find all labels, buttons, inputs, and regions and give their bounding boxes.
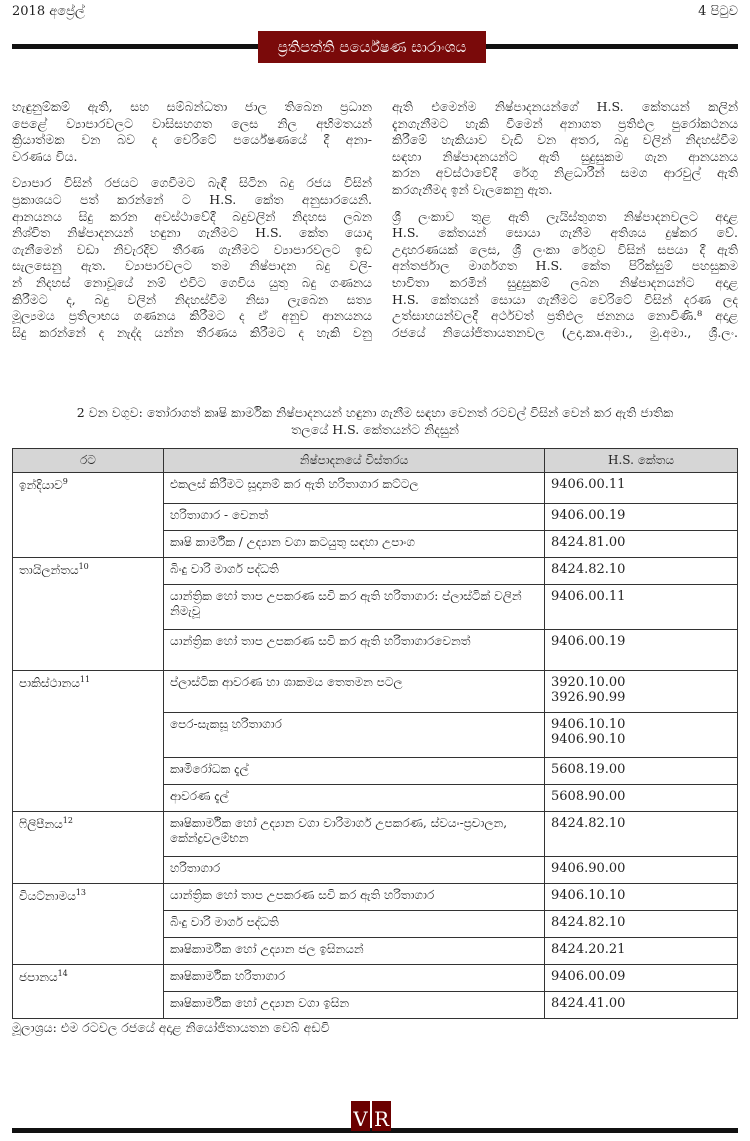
hs-code: 9406.00.11 [551,589,626,604]
hs-code: 9406.90.00 [551,861,626,876]
header-hs-code: H.S. කේතය [545,449,738,473]
hs-code-cell [545,713,738,758]
text-line: රජයේ නියෝජිතායතනවල (උදා.කෘ.අමා., මු.අමා., ශ්‍රී.ලං. [392,324,738,340]
left-column [12,99,372,351]
text-line: මූල්‍යමය ප්‍රතිලාභය ගණනය කිරීමට ද ඒ අනුව ආනයනය [12,308,372,324]
footnote-ref: 12 [62,816,73,825]
hs-code-cell [545,812,738,857]
table-row [13,884,738,911]
hs-code: 9406.00.19 [551,634,626,649]
hs-code-cell [545,585,738,630]
table-row [13,473,738,504]
text-line: ප්‍රකාශයට පත් කරන්නේ ට H.S. කේත අනුසාරයෙනි. [12,191,372,207]
caption-line: තලයේ H.S. කේතයන්ට නිදසුන් [291,422,459,437]
hs-code: 8424.20.21 [551,942,626,957]
hs-code: 3926.90.99 [551,690,626,705]
description-cell: යාන්ත්‍රික හෝ තාප උපකරණ සවි කර ඇති හරිතාගාරවෙනත් [164,630,545,671]
text-line: හැඳුනුම්කම් ඇති, සහ සම්බන්ධතා ජාල තිබෙන ප්‍රධාන [12,99,372,114]
country-name: තායිලන්තය [19,563,79,577]
description-cell: හරිතාගාර - වෙනත් [164,504,545,531]
caption-line: 2 වන වගුව: තෝරාගත් කෘෂි කාර්මික නිෂ්පාදනයන් හඳුනා ගැනීම සඳහා වෙනත් රටවල් විසින් වෙන් කර ඇති ජාතික [76,405,674,420]
hs-code-cell [545,558,738,585]
text-line: වරණය විය. [12,148,78,164]
text-line: නිශ්චිත නිෂ්පාදනයන් හඳුනා ගැනීමට H.S. කේත යොදා [12,225,372,241]
source-note: මූලාශ්‍රය: එම රටවල රජයේ අදාළ නියෝජිතායතන වෙබ් අඩවි [12,1020,330,1035]
text-line: අන්තර්ජාල මාර්ගගත H.S. කේත පිරික්සුම් පහසුකම [392,258,738,274]
verite-logo: V R [351,1101,391,1131]
text-line: ඇති එමෙන්ම නිෂ්පාදනයන්ගේ H.S. කේතයන් කලින් [392,99,738,114]
paragraph [392,209,738,342]
text-line: සඳහා නිෂ්පාදනයන්ට ඇති සුදුසුකම ගැන ආනයනය [392,148,738,164]
text-line: ශ්‍රී ලංකාව තුළ ඇති ලැයිස්තුගත නිෂ්පාදනවලට අදාළ [392,208,738,224]
hs-code: 8424.82.10 [551,562,626,577]
text-line: සැලසෙනු ඇත. ව්‍යාපාරවලට තම නිෂ්පාදන බදු වලි- [12,258,372,274]
text-line: න් නිදහස් නොවූයේ නම් එවිට ගෙවිය යුතු බදු ගණනය [12,274,372,290]
hs-code: 9406.90.10 [551,732,626,747]
country-name: ඉන්දියාව [19,478,63,492]
paragraph [12,175,372,341]
hs-code: 9406.10.10 [551,888,626,903]
hs-code: 3920.10.00 [551,675,626,690]
country-name: ජපානය [19,970,58,984]
country-name: වියට්නාමය [19,889,76,903]
country-cell [13,671,164,812]
description-cell: බිංදු වාරි මාර්ග පද්ධති [164,558,545,585]
text-line: කරගැනීමද ඉන් වැලකෙනු ඇත. [392,181,553,197]
hs-code-cell [545,531,738,558]
hs-code-cell [545,630,738,671]
footnote-ref: 11 [79,675,91,684]
description-cell: කෘමිරෝධක දැල් [164,758,545,785]
section-title: ප්‍රතිපත්ති පර්යේෂණ සාරාංශය [258,31,486,63]
text-line: ක්‍රියාත්මක වන බව ද වෙරිටේ පර්යේෂණයේ දී අනා- [12,132,372,148]
hs-code-cell [545,884,738,911]
text-line: භාවිතා කරමින් සුදුසුකම් ලබන නිෂ්පාදනයන්ට අදාළ [392,274,738,290]
hs-code: 9406.00.11 [551,477,626,492]
text-line: ආනයනය සිදු කරන අවස්ථාවේදී බදුවලින් නිදහස ලබන [12,208,372,224]
text-line: කරන අවස්ථාවේදී රේගු නිළධාරීන් සමග ආරවුල් ඇති [392,165,738,181]
footnote-ref: 13 [75,888,87,897]
hs-code-table [12,448,738,1019]
description-cell: හරිතාගාර [164,857,545,884]
header-country: රට [13,449,164,473]
text-line: පෙළේ ව්‍යාපාරවලට වාසිසහගත ලෙස නිල අභිමතයන් [12,115,372,131]
text-line: කිරීමේ හැකියාව වැඩි වන අතර, බදු වලින් නිදහස්වීම [392,132,738,148]
description-cell: කෘෂිකාර්මික හරිතාගාර [164,965,545,992]
description-cell: කෘෂිකාර්මික හෝ උද්‍යාන වගා ඉසින [164,992,545,1019]
text-line: ගැනීමෙන් වඩා නිවැරදිව තීරණ ගැනීමට ව්‍යාපාරවලට ඉඩ [12,241,372,257]
hs-code-cell [545,758,738,785]
table-row [13,558,738,585]
issue-date: 2018 අප්‍රේල් [12,4,85,19]
hs-code-cell [545,911,738,938]
hs-code: 8424.81.00 [551,535,626,550]
description-cell: ප්ලාස්ටික ආවරණ හා ශාකමය තෙතමන පටල [164,671,545,713]
country-cell [13,558,164,671]
text-line: H.S. කේතයන් සොයා ගැනීම අතිශය දුෂ්කර වේ. [392,225,738,241]
footnote-ref: 9 [62,477,68,486]
hs-code: 9406.00.09 [551,969,626,984]
text-line: කිරීමට ද, බදු වලින් නිදහස්වීම නිසා ලැබෙන සත්‍ය [12,291,372,307]
hs-code-cell [545,671,738,713]
hs-code: 9406.00.19 [551,508,626,523]
country-name: පාකිස්ථානය [19,676,80,690]
country-cell [13,812,164,884]
description-cell: බිංදු වාරි මාර්ග පද්ධති [164,911,545,938]
description-cell: ආවරණ දැල් [164,785,545,812]
text-line: දැනගැනීමට හැකි වීමෙන් අනාගත ප්‍රතිඵල පුරෝකථනය [392,115,738,131]
text-line: ව්‍යාපාර විසින් රජයට ගෙවීමට බැඳී සිටින බදු රජය විසින් [12,175,372,191]
table-row [13,671,738,713]
hs-code-cell [545,504,738,531]
hs-code-cell [545,857,738,884]
right-column [392,99,738,351]
table-row [13,965,738,992]
description-cell: කෘෂි කාර්මික / උද්‍යාන වගා කටයුතු සඳහා උපාංග [164,531,545,558]
table-row [13,812,738,857]
description-cell: කෘෂිකාර්මික හෝ උද්‍යාන ජල ඉසිනයන් [164,938,545,965]
hs-code: 8424.82.10 [551,915,626,930]
text-line: H.S. කේතයන් සොයා ගැනීමට වෙරිටේ විසින් දරණ ලද [392,291,738,307]
hs-code: 5608.19.00 [551,762,626,777]
text-line: උත්සාහයන්වලදී අර්ථවත් ප්‍රතිඵල ජනනය නොවිණි.⁸ අදාළ [392,308,738,324]
paragraph [12,99,372,165]
description-cell: යාන්ත්‍රික හෝ තාප උපකරණ සවි කර ඇති හරිතාගාර: ප්ලාස්ටික් වලින් නිමැවූ [164,585,545,630]
hs-code-cell [545,473,738,504]
page-number: 4 පිටුව [698,4,738,19]
hs-code: 8424.82.10 [551,816,626,831]
country-name: ෆිලිපීනය [19,817,63,831]
description-cell: යාන්ත්‍රික හෝ තාප උපකරණ සවි කර ඇති හරිතාගාර [164,884,545,911]
country-cell [13,965,164,1019]
text-line: සිදු කරන්නේ ද නැද්ද යන්න තීරණය කිරීමට ද හැකි වනු [12,324,372,340]
footnote-ref: 14 [57,969,68,978]
hs-code-cell [545,965,738,992]
hs-code: 5608.90.00 [551,789,626,804]
description-cell: කෘෂිකාර්මික හෝ උද්‍යාන වගා වාරිමාර්ග උපකරණ, ස්වයං-ප්‍රචාලන, කේන්ද්‍රවලම්භන [164,812,545,857]
hs-code: 9406.10.10 [551,717,626,732]
header-description: නිෂ්පාදනයේ විස්තරය [164,449,545,473]
country-cell [13,473,164,558]
footnote-ref: 10 [78,562,89,571]
hs-code-cell [545,938,738,965]
hs-code: 8424.41.00 [551,996,626,1011]
description-cell: එකලස් කිරීමට සූදානම් කර ඇති හරිතාගාර කට්ටල [164,473,545,504]
paragraph [392,99,738,199]
description-cell: පෙර-සැකසූ හරිතාගාර [164,713,545,758]
country-cell [13,884,164,965]
text-line: උදාහරණයක් ලෙස, ශ්‍රී ලංකා රේගුව විසින් සපයා දී ඇති [392,241,738,257]
table-caption [20,404,730,438]
hs-code-cell [545,785,738,812]
hs-code-cell [545,992,738,1019]
